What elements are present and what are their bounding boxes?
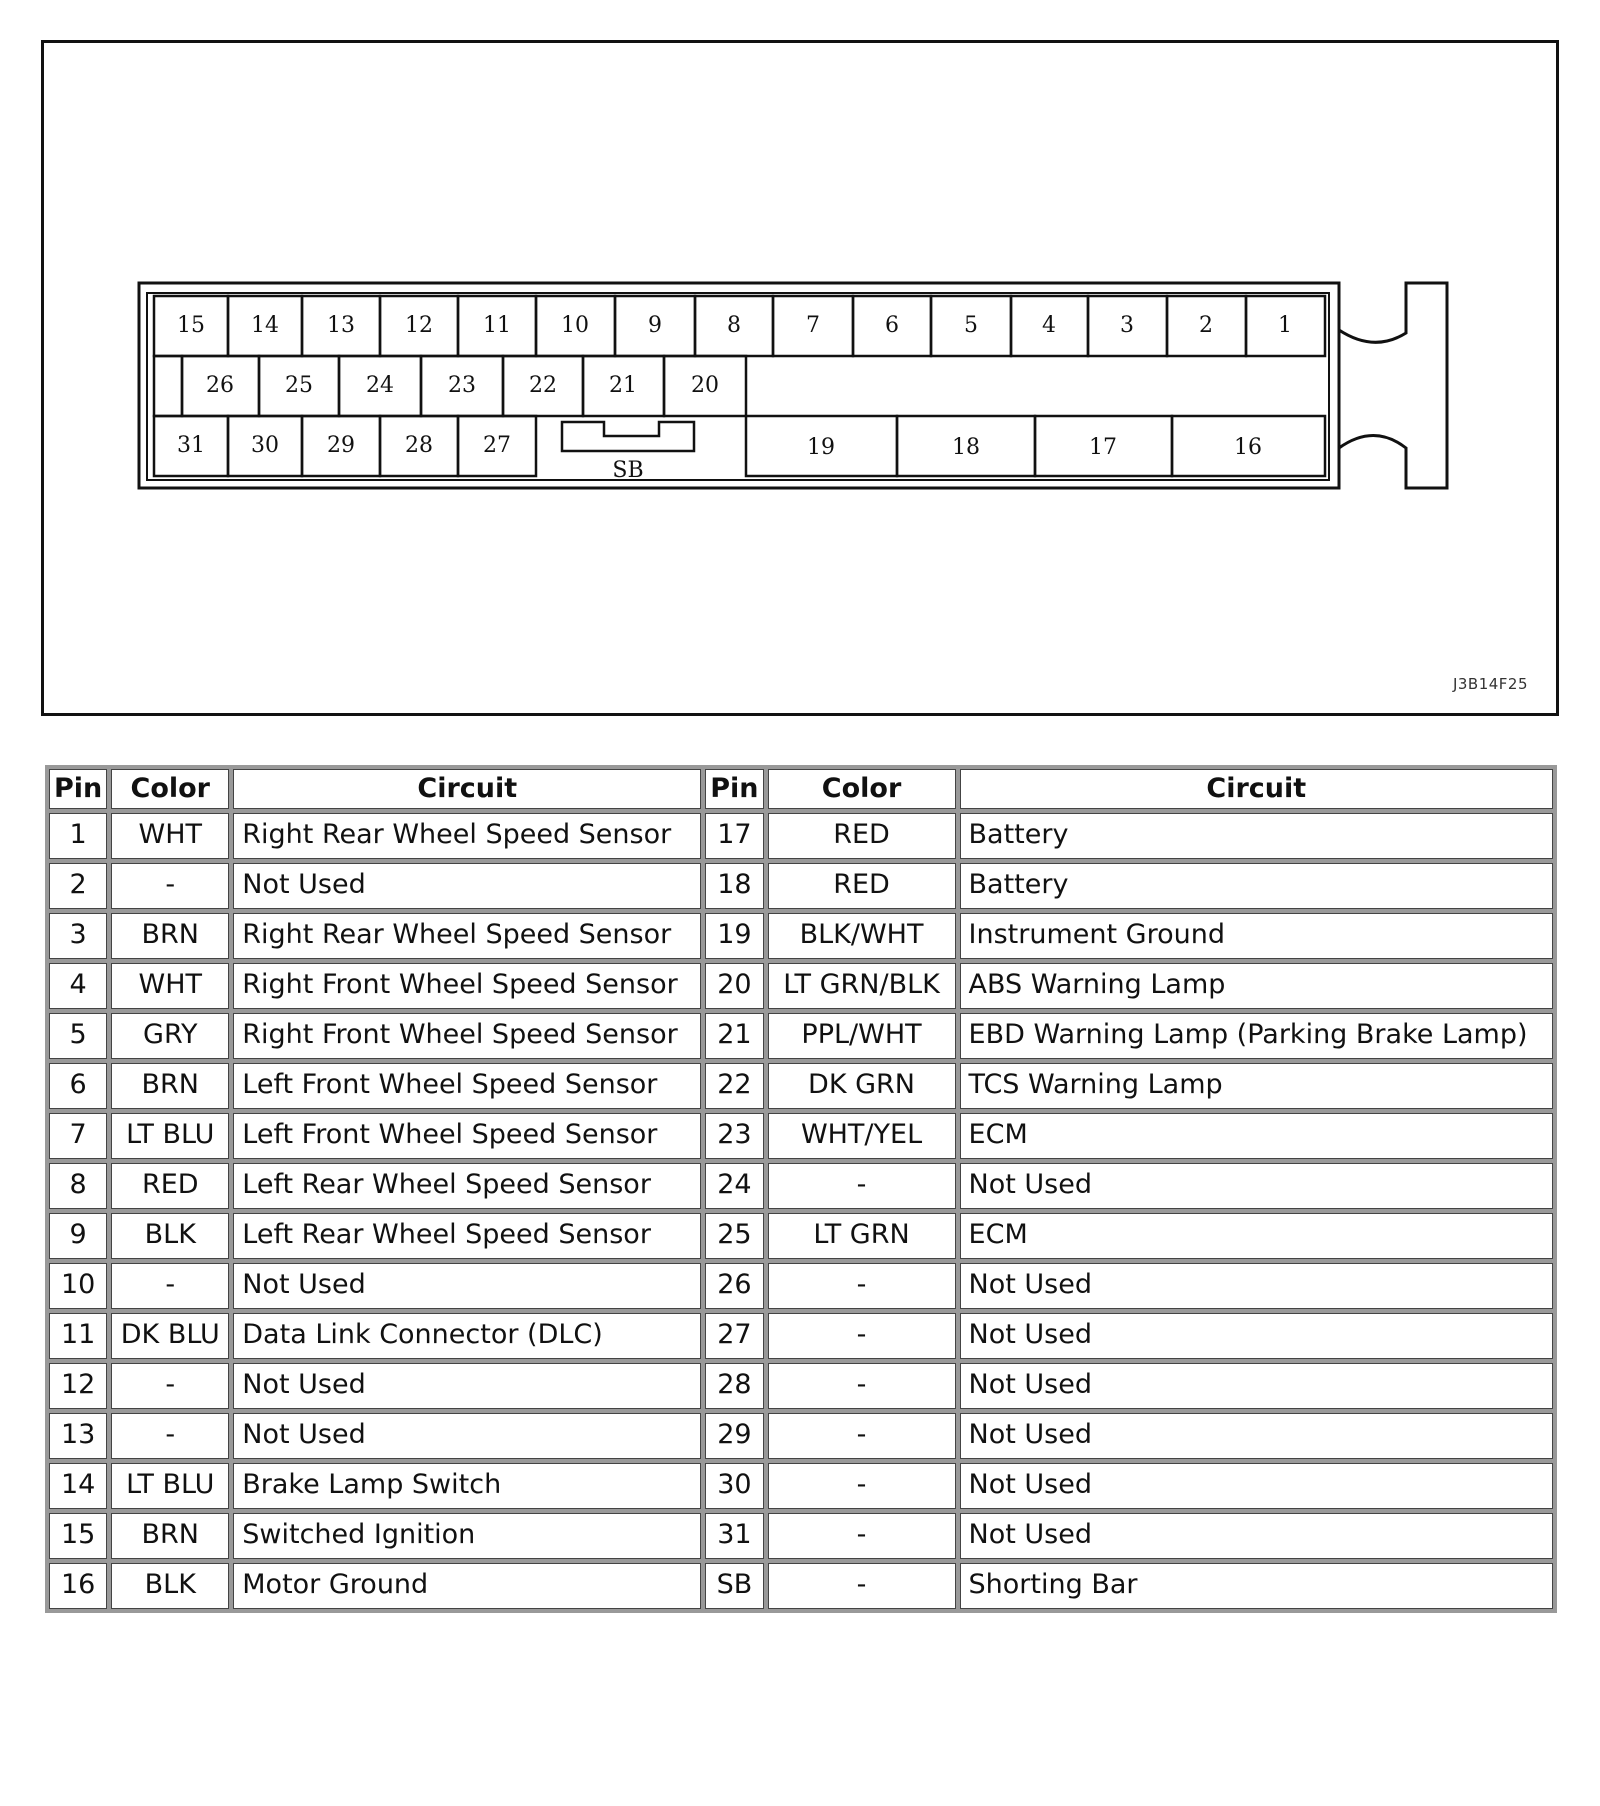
pin-label-22: 22 [529,373,557,398]
pin-label-3: 3 [1120,313,1134,338]
pin-label-11: 11 [483,313,511,338]
pin-label-8: 8 [727,313,741,338]
cell-color-a: WHT [111,963,229,1009]
cell-color-a: BRN [111,1063,229,1109]
cell-circuit-b: Not Used [960,1163,1553,1209]
pin-label-10: 10 [561,313,589,338]
cell-color-b: RED [768,813,956,859]
pin-label-17: 17 [1089,435,1117,460]
table-row [49,1313,1553,1359]
cell-pin-a: 1 [49,813,107,859]
table-row [49,1563,1553,1609]
cell-circuit-a: Brake Lamp Switch [233,1463,701,1509]
header-color: Color [111,769,229,809]
pin-label-20: 20 [691,373,719,398]
middle-row-pin-labels [206,373,719,398]
cell-pin-a: 6 [49,1063,107,1109]
cell-color-b: BLK/WHT [768,913,956,959]
cell-circuit-a: Left Rear Wheel Speed Sensor [233,1213,701,1259]
cell-pin-b: 27 [705,1313,763,1359]
table-row [49,1013,1553,1059]
cell-circuit-a: Not Used [233,1363,701,1409]
cell-pin-a: 16 [49,1563,107,1609]
table-row [49,1113,1553,1159]
cell-pin-b: 30 [705,1463,763,1509]
table-row [49,1213,1553,1259]
cell-color-a: LT BLU [111,1113,229,1159]
pin-label-2: 2 [1199,313,1213,338]
cell-circuit-b: Shorting Bar [960,1563,1553,1609]
header-color-2: Color [768,769,956,809]
cell-color-b: PPL/WHT [768,1013,956,1059]
cell-circuit-b: Not Used [960,1513,1553,1559]
cell-color-a: - [111,1263,229,1309]
cell-circuit-a: Motor Ground [233,1563,701,1609]
pin-label-18: 18 [952,435,980,460]
cell-circuit-a: Right Rear Wheel Speed Sensor [233,913,701,959]
cell-color-b: WHT/YEL [768,1113,956,1159]
cell-color-b: RED [768,863,956,909]
cell-color-b: - [768,1163,956,1209]
cell-circuit-a: Switched Ignition [233,1513,701,1559]
figure-code: J3B14F25 [1452,675,1528,693]
cell-circuit-a: Right Front Wheel Speed Sensor [233,1013,701,1059]
cell-circuit-a: Not Used [233,1413,701,1459]
cell-color-b: - [768,1513,956,1559]
cell-color-b: - [768,1413,956,1459]
cell-color-a: BLK [111,1563,229,1609]
shorting-bar-label: SB [612,458,644,483]
shorting-bar-shape [562,422,694,451]
cell-color-b: - [768,1563,956,1609]
cell-circuit-b: Not Used [960,1463,1553,1509]
table-row [49,1363,1553,1409]
cell-pin-a: 14 [49,1463,107,1509]
cell-color-a: BRN [111,913,229,959]
cell-pin-a: 15 [49,1513,107,1559]
pin-label-7: 7 [806,313,820,338]
header-circuit-2: Circuit [960,769,1553,809]
pin-label-14: 14 [251,313,279,338]
cell-color-a: GRY [111,1013,229,1059]
cell-circuit-b: Battery [960,813,1553,859]
cell-circuit-b: ECM [960,1213,1553,1259]
cell-color-a: - [111,863,229,909]
cell-pin-b: 23 [705,1113,763,1159]
pin-label-27: 27 [483,433,511,458]
cell-color-a: DK BLU [111,1313,229,1359]
cell-circuit-a: Left Rear Wheel Speed Sensor [233,1163,701,1209]
cell-pin-a: 9 [49,1213,107,1259]
cell-circuit-b: EBD Warning Lamp (Parking Brake Lamp) [960,1013,1553,1059]
pin-label-5: 5 [964,313,978,338]
table-row [49,963,1553,1009]
pin-label-19: 19 [807,435,835,460]
cell-circuit-a: Not Used [233,1263,701,1309]
cell-color-b: - [768,1263,956,1309]
cell-color-a: - [111,1363,229,1409]
pin-assignment-table [45,765,1557,1613]
cell-circuit-b: ABS Warning Lamp [960,963,1553,1009]
cell-color-a: LT BLU [111,1463,229,1509]
pin-label-4: 4 [1042,313,1056,338]
cell-circuit-b: ECM [960,1113,1553,1159]
cell-circuit-a: Left Front Wheel Speed Sensor [233,1063,701,1109]
cell-circuit-a: Not Used [233,863,701,909]
cell-circuit-b: Not Used [960,1413,1553,1459]
cell-color-a: BLK [111,1213,229,1259]
pin-label-26: 26 [206,373,234,398]
cell-color-b: - [768,1363,956,1409]
table-row [49,813,1553,859]
pin-label-1: 1 [1278,313,1292,338]
pin-label-29: 29 [327,433,355,458]
pin-label-31: 31 [177,433,205,458]
table-row [49,1463,1553,1509]
pin-label-12: 12 [405,313,433,338]
table-row [49,913,1553,959]
pin-label-15: 15 [177,313,205,338]
header-pin: Pin [49,769,107,809]
pin-label-23: 23 [448,373,476,398]
table-row [49,863,1553,909]
table-header-row [49,769,1553,809]
cell-pin-a: 8 [49,1163,107,1209]
cell-pin-b: 28 [705,1363,763,1409]
header-pin-2: Pin [705,769,763,809]
cell-pin-a: 11 [49,1313,107,1359]
cell-pin-a: 10 [49,1263,107,1309]
pin-label-6: 6 [885,313,899,338]
connector-drawing [44,43,1556,713]
table-row [49,1163,1553,1209]
cell-color-a: WHT [111,813,229,859]
cell-circuit-b: TCS Warning Lamp [960,1063,1553,1109]
cell-circuit-b: Not Used [960,1363,1553,1409]
cell-pin-b: 20 [705,963,763,1009]
cell-pin-b: 25 [705,1213,763,1259]
cell-pin-b: 21 [705,1013,763,1059]
cell-pin-b: 24 [705,1163,763,1209]
cell-color-a: RED [111,1163,229,1209]
cell-circuit-b: Battery [960,863,1553,909]
cell-pin-b: 18 [705,863,763,909]
cell-pin-b: 17 [705,813,763,859]
pin-label-24: 24 [366,373,394,398]
cell-pin-b: 29 [705,1413,763,1459]
top-row-pin-labels [177,313,1292,338]
header-circuit: Circuit [233,769,701,809]
cell-color-a: BRN [111,1513,229,1559]
connector-latch [1339,283,1447,488]
pin-label-16: 16 [1234,435,1262,460]
cell-pin-a: 13 [49,1413,107,1459]
pin-label-13: 13 [327,313,355,338]
cell-circuit-a: Left Front Wheel Speed Sensor [233,1113,701,1159]
cell-pin-b: 22 [705,1063,763,1109]
cell-color-b: DK GRN [768,1063,956,1109]
cell-circuit-a: Right Rear Wheel Speed Sensor [233,813,701,859]
cell-pin-b: 19 [705,913,763,959]
cell-color-b: LT GRN [768,1213,956,1259]
pin-label-25: 25 [285,373,313,398]
table-row [49,1513,1553,1559]
cell-pin-a: 2 [49,863,107,909]
cell-pin-b: 26 [705,1263,763,1309]
cell-circuit-a: Data Link Connector (DLC) [233,1313,701,1359]
cell-circuit-b: Not Used [960,1313,1553,1359]
cell-circuit-b: Instrument Ground [960,913,1553,959]
cell-pin-b: SB [705,1563,763,1609]
cell-color-a: - [111,1413,229,1459]
pin-label-30: 30 [251,433,279,458]
table-row [49,1063,1553,1109]
cell-pin-a: 7 [49,1113,107,1159]
connector-diagram [41,40,1559,716]
cell-circuit-a: Right Front Wheel Speed Sensor [233,963,701,1009]
pin-label-9: 9 [648,313,662,338]
table-row [49,1263,1553,1309]
cell-color-b: - [768,1313,956,1359]
cell-color-b: - [768,1463,956,1509]
pin-label-21: 21 [609,373,637,398]
cell-pin-a: 3 [49,913,107,959]
table-body [49,813,1553,1609]
cell-pin-b: 31 [705,1513,763,1559]
pin-label-28: 28 [405,433,433,458]
table-row [49,1413,1553,1459]
cell-circuit-b: Not Used [960,1263,1553,1309]
cell-pin-a: 12 [49,1363,107,1409]
cell-pin-a: 5 [49,1013,107,1059]
cell-pin-a: 4 [49,963,107,1009]
cell-color-b: LT GRN/BLK [768,963,956,1009]
